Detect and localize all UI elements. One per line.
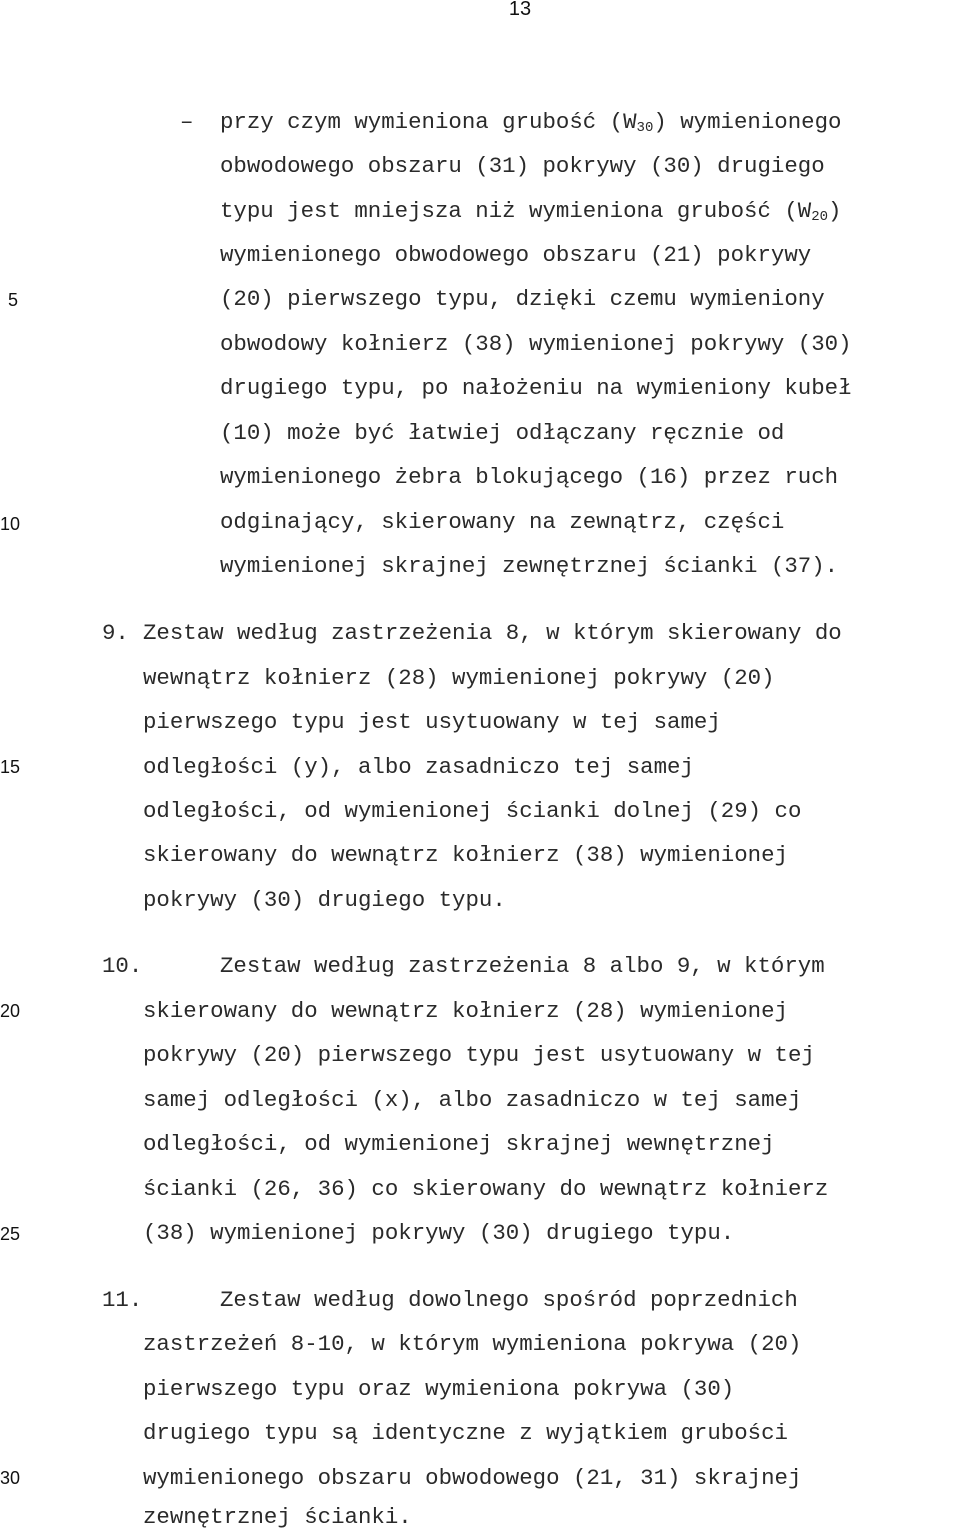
line-number-25: 25 — [0, 1224, 21, 1244]
text-line: wymienionej skrajnej zewnętrznej ścianki (37). — [220, 553, 839, 579]
text-line: wymienionego obszaru obwodowego (21, 31) skrajnej — [143, 1465, 802, 1491]
text-line: odginający, skierowany na zewnątrz, części — [220, 509, 785, 535]
text-line: skierowany do wewnątrz kołnierz (28) wymienionej — [143, 998, 788, 1024]
text-line: Zestaw według zastrzeżenia 8, w którym skierowany do — [143, 620, 842, 646]
text-line: pokrywy (30) drugiego typu. — [143, 887, 506, 913]
text-line: Zestaw według zastrzeżenia 8 albo 9, w którym — [220, 953, 825, 979]
text-line: ścianki (26, 36) co skierowany do wewnątrz kołnierz — [143, 1176, 829, 1202]
text-line: zewnętrznej ścianki. — [143, 1504, 412, 1530]
line-number-30: 30 — [0, 1468, 21, 1488]
text-line: obwodowego obszaru (31) pokrywy (30) drugiego — [220, 153, 825, 179]
text-line: wymienionego obwodowego obszaru (21) pokrywy — [220, 242, 812, 268]
page-number: 13 — [508, 0, 532, 20]
claim-number: 9. — [102, 620, 129, 646]
text-line: wymienionego żebra blokującego (16) przez ruch — [220, 464, 839, 490]
text-line: (38) wymienionej pokrywy (30) drugiego typu. — [143, 1220, 735, 1246]
text-line: zastrzeżeń 8-10, w którym wymieniona pokrywa (20) — [143, 1331, 802, 1357]
text-line: przy czym wymieniona grubość $(W_{30})$ wymienionego — [220, 109, 842, 136]
line-number-20: 20 — [0, 1001, 21, 1021]
list-dash: – — [180, 109, 194, 135]
text-line: obwodowy kołnierz (38) wymienionej pokrywy (30) — [220, 331, 852, 357]
text-line: skierowany do wewnątrz kołnierz (38) wymienionej — [143, 842, 788, 868]
text-line: typu jest mniejsza niż wymieniona grubość $(W_{20})$ — [220, 198, 842, 225]
text-line: drugiego typu są identyczne z wyjątkiem grubości — [143, 1420, 788, 1446]
text-line: Zestaw według dowolnego spośród poprzednich — [220, 1287, 798, 1313]
line-number-15: 15 — [0, 757, 21, 777]
text-line: drugiego typu, po nałożeniu na wymieniony kubeł — [220, 375, 852, 401]
text-line: pierwszego typu oraz wymieniona pokrywa (30) — [143, 1376, 735, 1402]
claim-number: 10. — [102, 953, 143, 979]
text-line: (20) pierwszego typu, dzięki czemu wymieniony — [220, 286, 825, 312]
text-line: samej odległości (x), albo zasadniczo w tej samej — [143, 1087, 802, 1113]
line-number-5: 5 — [8, 290, 19, 310]
text-line: odległości (y), albo zasadniczo tej samej — [143, 754, 694, 780]
text-line: odległości, od wymienionej ścianki dolnej (29) co — [143, 798, 802, 824]
text-line: wewnątrz kołnierz (28) wymienionej pokrywy (20) — [143, 665, 775, 691]
text-line: odległości, od wymienionej skrajnej wewnętrznej — [143, 1131, 775, 1157]
text-line: (10) może być łatwiej odłączany ręcznie od — [220, 420, 785, 446]
text-line: pierwszego typu jest usytuowany w tej samej — [143, 709, 721, 735]
line-number-10: 10 — [0, 514, 21, 534]
text-line: pokrywy (20) pierwszego typu jest usytuowany w tej — [143, 1042, 815, 1068]
claim-number: 11. — [102, 1287, 143, 1313]
